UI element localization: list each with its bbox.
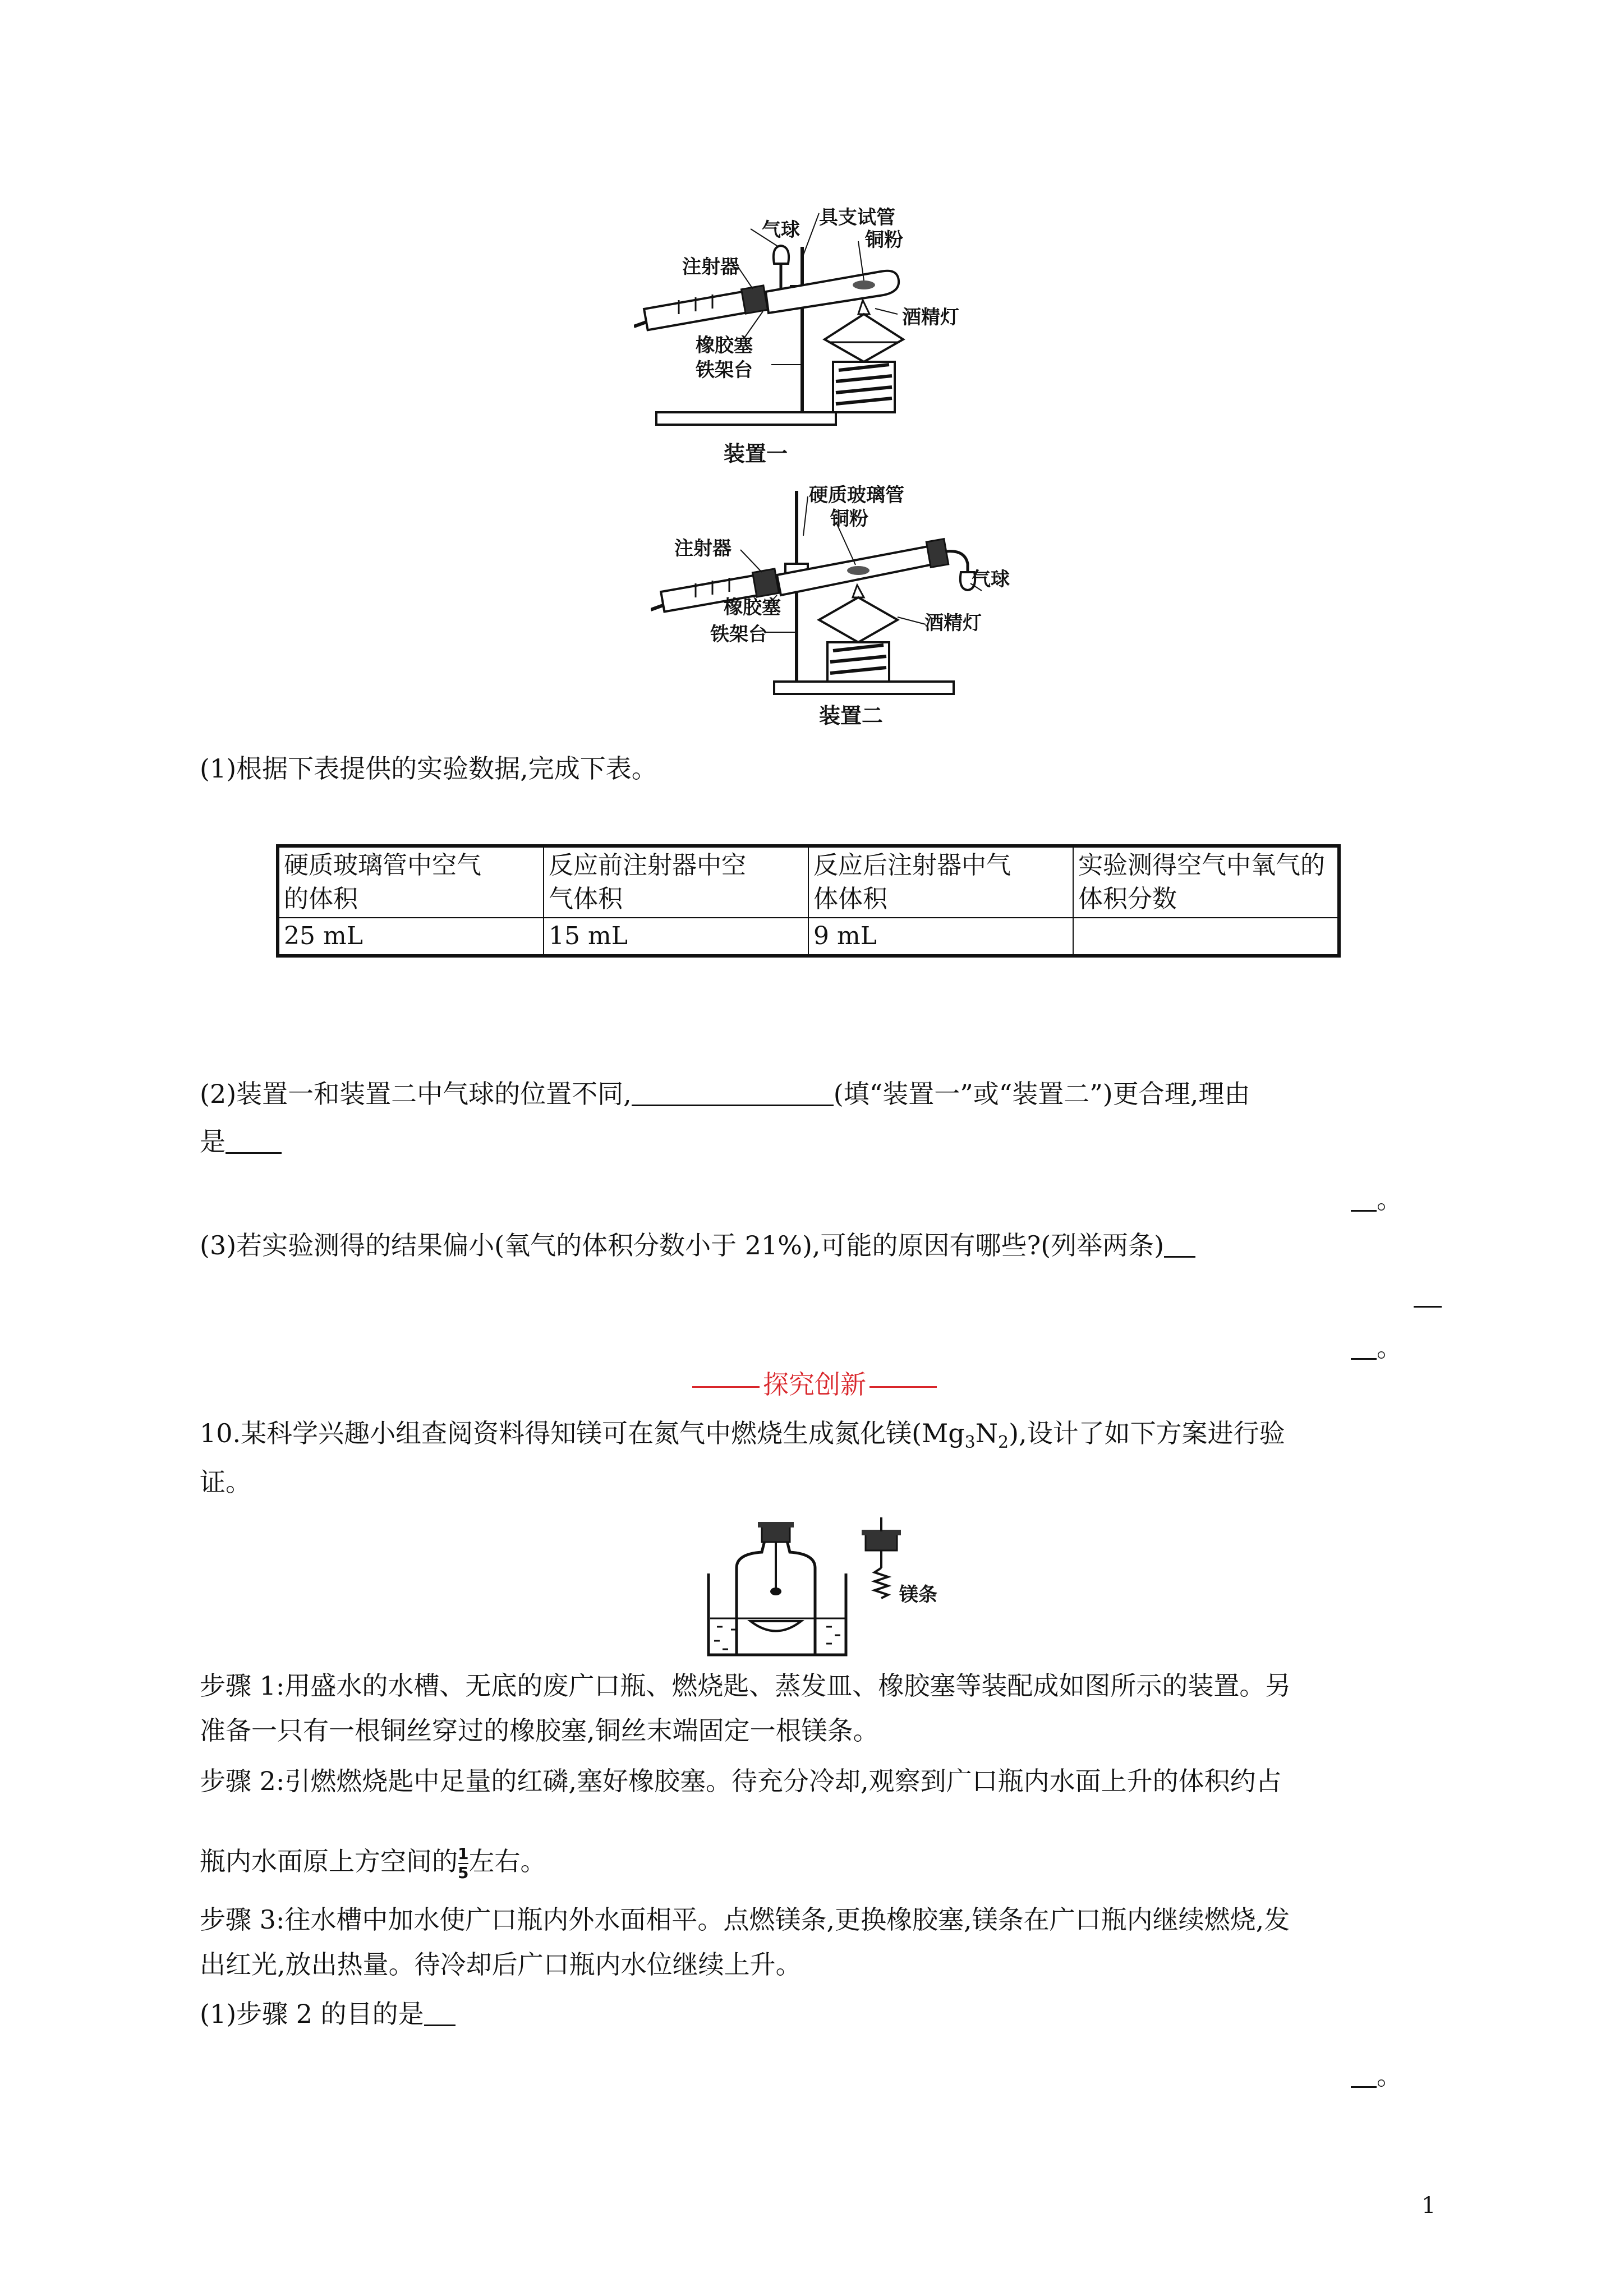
question-10-line2: 证。 <box>200 1467 251 1497</box>
step-2-line2: 瓶内水面原上方空间的 $\frac{1}{5}$ 左右。 <box>200 1844 546 1882</box>
figure-water-trough <box>706 1517 941 1658</box>
question-3-line1: (3)若实验测得的结果偏小(氧气的体积分数小于 21%),可能的原因有哪些?(列举两条) <box>200 1228 1195 1262</box>
caption-apparatus-one: 装置一 <box>724 441 788 466</box>
label-hard-glass-tube: 硬质玻璃管 <box>809 484 904 507</box>
label-copper-powder: 铜粉 <box>865 229 903 251</box>
apparatus-one-drawing <box>634 202 999 471</box>
answer-blank-step2-purpose-end[interactable] <box>1351 2060 1377 2088</box>
table-header-cell: 硬质玻璃管中空气 的体积 <box>278 846 544 918</box>
label-syringe-2: 注射器 <box>674 537 732 560</box>
table-cell-syringe-before: 15 mL <box>544 918 808 956</box>
page-number: 1 <box>1421 2193 1436 2219</box>
label-copper-powder-2: 铜粉 <box>830 508 868 530</box>
label-branch-tube: 具支试管 <box>819 206 895 229</box>
question-10-1-end: 。 <box>1351 2059 1402 2092</box>
step-1-line1: 步骤 1:用盛水的水槽、无底的废广口瓶、燃烧匙、蒸发皿、橡胶塞等装配成如图所示的装置。另 <box>200 1671 1291 1701</box>
figure-apparatus-one <box>634 202 999 471</box>
step-2-line1: 步骤 2:引燃燃烧匙中足量的红磷,塞好橡胶塞。待充分冷却,观察到广口瓶内水面上升的体积约占 <box>200 1766 1282 1796</box>
question-2-line1: (2)装置一和装置二中气球的位置不同, (填“装置一”或“装置二”)更合理,理由 <box>200 1079 1250 1109</box>
step-3-line2: 出红光,放出热量。待冷却后广口瓶内水位继续上升。 <box>200 1949 802 1980</box>
table-cell-oxygen-fraction-answer[interactable] <box>1073 918 1339 956</box>
answer-blank-device[interactable] <box>632 1079 834 1106</box>
step-3-line1: 步骤 3:往水槽中加水使广口瓶内外水面相平。点燃镁条,更换橡胶塞,镁条在广口瓶内继续燃烧,发 <box>200 1904 1290 1935</box>
answer-blank-reason-end[interactable] <box>1351 1184 1377 1212</box>
figure-apparatus-two <box>651 480 1010 743</box>
question-2-end: 。 <box>1351 1182 1402 1216</box>
experiment-data-table <box>276 844 1341 958</box>
question-2-line2: 是 <box>200 1125 282 1158</box>
label-alcohol-lamp-2: 酒精灯 <box>924 612 982 634</box>
answer-line-continuation[interactable] <box>1414 1306 1442 1308</box>
label-rubber-stopper: 橡胶塞 <box>696 334 753 357</box>
answer-blank-reason[interactable] <box>226 1126 282 1154</box>
label-rubber-stopper-2: 橡胶塞 <box>724 596 781 619</box>
question-10-1-line: (1)步骤 2 的目的是 <box>200 1997 456 2031</box>
section-rule-left <box>692 1386 760 1388</box>
fraction-one-fifth: $\frac{1}{5}$ <box>458 1844 469 1882</box>
label-iron-stand: 铁架台 <box>696 359 753 381</box>
table-cell-syringe-after: 9 mL <box>808 918 1073 956</box>
table-header-cell: 反应前注射器中空 气体积 <box>544 846 808 918</box>
table-header-cell: 实验测得空气中氧气的 体积分数 <box>1073 846 1339 918</box>
question-10-line1: 10.某科学兴趣小组查阅资料得知镁可在氮气中燃烧生成氮化镁$(Mg_3N_2)$,设计了如下方案进行验 <box>200 1418 1285 1453</box>
label-alcohol-lamp: 酒精灯 <box>902 306 959 329</box>
section-title: 探究创新 <box>689 1368 940 1401</box>
table-row <box>278 918 1339 956</box>
answer-blank-step2-purpose[interactable] <box>424 1999 456 2026</box>
table-header-row <box>278 846 1339 918</box>
table-cell-tube-volume: 25 mL <box>278 918 544 956</box>
section-rule-right <box>869 1386 937 1388</box>
question-3-end: 。 <box>1351 1331 1402 1364</box>
question-1-text: (1)根据下表提供的实验数据,完成下表。 <box>200 753 657 784</box>
label-balloon-2: 气球 <box>972 568 1010 591</box>
table-header-cell: 反应后注射器中气 体体积 <box>808 846 1073 918</box>
answer-blank-reasons[interactable] <box>1164 1230 1195 1258</box>
label-iron-stand-2: 铁架台 <box>710 623 767 646</box>
caption-apparatus-two: 装置二 <box>819 703 884 728</box>
label-magnesium-ribbon: 镁条 <box>899 1584 937 1606</box>
step-1-line2: 准备一只有一根铜丝穿过的橡胶塞,铜丝末端固定一根镁条。 <box>200 1715 879 1746</box>
label-balloon: 气球 <box>762 219 800 241</box>
label-syringe: 注射器 <box>682 256 739 278</box>
answer-blank-reasons-end[interactable] <box>1351 1332 1377 1360</box>
